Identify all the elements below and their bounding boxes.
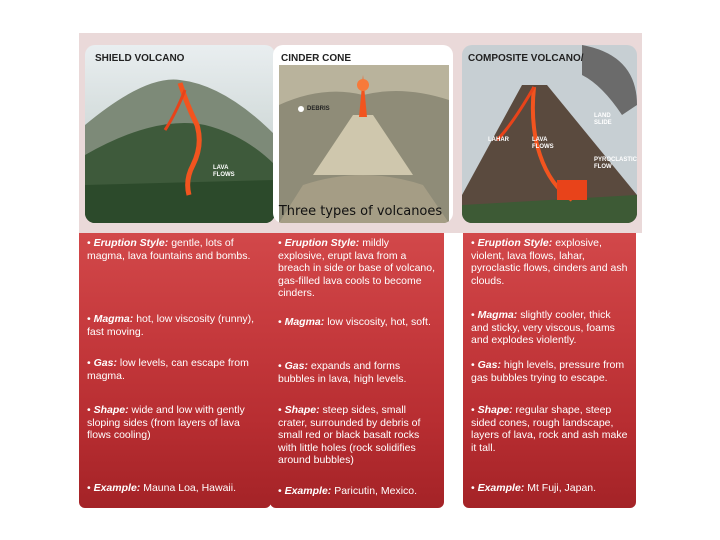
land-slide-label: LAND SLIDE bbox=[594, 113, 612, 126]
gas: • Gas: high levels, pressure from gas bubbles trying to escape. bbox=[471, 359, 625, 384]
magma: • Magma: hot, low viscosity (runny), fast moving. bbox=[87, 313, 255, 338]
eruption-style: • Eruption Style: gentle, lots of magma, lava fountains and bombs. bbox=[87, 237, 251, 262]
eruption-style: • Eruption Style: mildly explosive, erupt lava from a breach in side or base of volcano, gas-filled lava cools to become cinders. bbox=[278, 237, 436, 299]
shape: • Shape: wide and low with gently sloping sides (from layers of lava flows cooling) bbox=[87, 404, 245, 441]
lava-flows-label: LAVA FLOWS bbox=[532, 137, 554, 150]
composite-volcano-image bbox=[462, 45, 637, 223]
cinder-cone-image bbox=[273, 45, 453, 223]
cinder-cone-panel bbox=[270, 233, 444, 508]
shape: • Shape: regular shape, steep sided cones, rough landscape, layers of lava, rock and ash make it tall. bbox=[471, 404, 628, 454]
example: • Example: Paricutin, Mexico. bbox=[278, 485, 418, 497]
gas: • Gas: expands and forms bubbles in lava, high levels. bbox=[278, 360, 407, 385]
composite-volcano-title: COMPOSITE VOLCANO/ bbox=[468, 53, 584, 64]
caption: Three types of volcanoes bbox=[278, 204, 443, 219]
gas: • Gas: low levels, can escape from magma. bbox=[87, 357, 249, 382]
eruption-style: • Eruption Style: explosive, violent, lava flows, lahar, pyroclastic flows, cinders and ash clouds. bbox=[471, 237, 628, 287]
lava-flows-label: LAVA FLOWS bbox=[213, 165, 235, 178]
example: • Example: Mauna Loa, Hawaii. bbox=[87, 482, 237, 494]
example: • Example: Mt Fuji, Japan. bbox=[471, 482, 597, 494]
shield-volcano-image bbox=[85, 45, 275, 223]
magma: • Magma: low viscosity, hot, soft. bbox=[278, 316, 431, 328]
composite-volcano-panel bbox=[463, 233, 636, 508]
shape: • Shape: steep sides, small crater, surrounded by debris of small red or black basalt rocks with little holes (rock solidifies around bubbles) bbox=[278, 404, 421, 466]
shield-volcano-panel bbox=[79, 233, 271, 508]
shield-volcano-title: SHIELD VOLCANO bbox=[95, 53, 185, 64]
cinder-cone-title: CINDER CONE bbox=[281, 53, 352, 64]
pyroclastic-flow-label: PYROCLASTIC FLOW bbox=[594, 157, 637, 170]
image-strip bbox=[79, 33, 642, 233]
debris-label: DEBRIS bbox=[307, 106, 330, 112]
lahar-label: LAHAR bbox=[488, 137, 509, 143]
magma: • Magma: slightly cooler, thick and sticky, very viscous, foams and explodes violently. bbox=[471, 309, 615, 346]
